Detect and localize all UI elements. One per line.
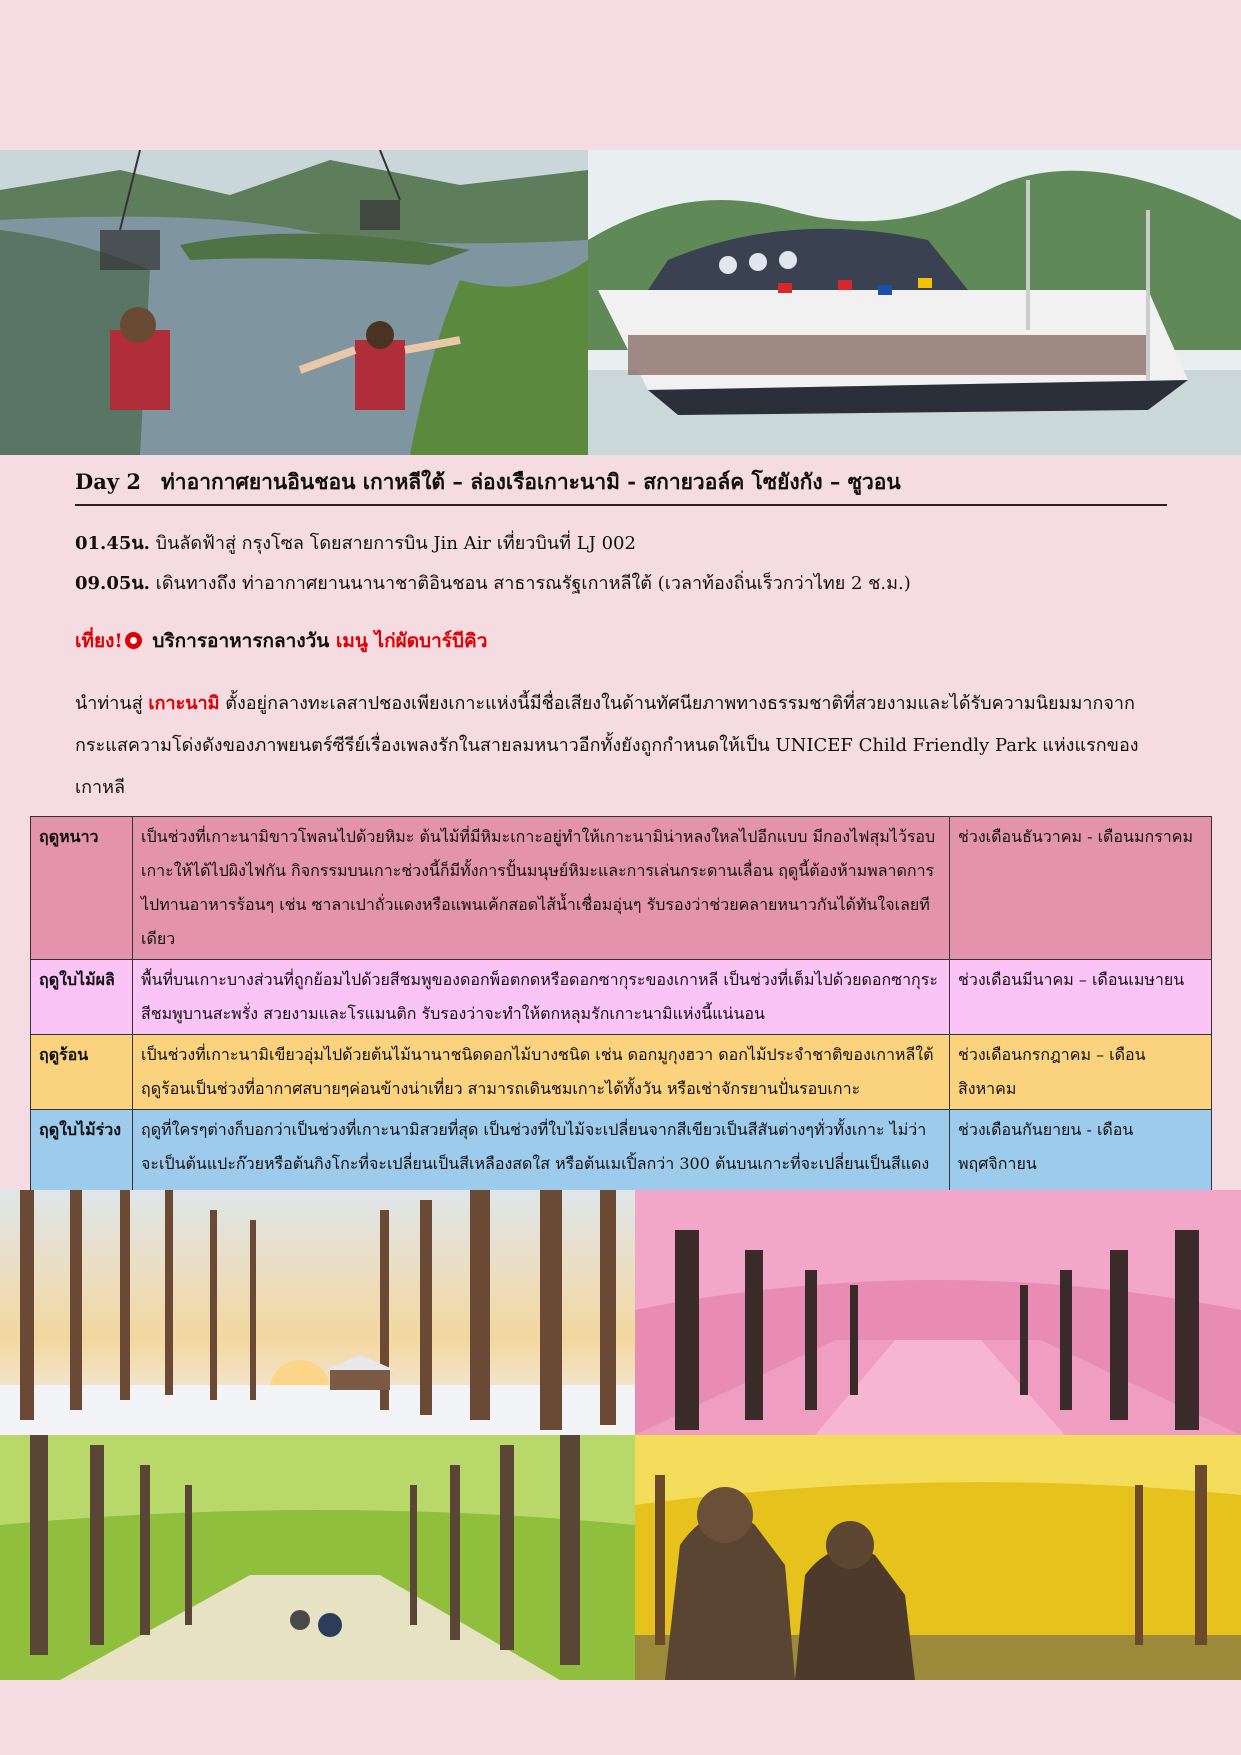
season-description: ฤดูที่ใครๆต่างก็บอกว่าเป็นช่วงที่เกาะนามิสวยที่สุด เป็นช่วงที่ใบไม้จะเปลี่ยนจากสีเขียวเป็นสีสันต่างๆทั่วทั้งเกาะ ไม่ว่าจะเป็นต้นแปะก๊วยหรือต้นกิงโกะที่จะเปลี่ยนเป็นสีเหลืองสดใส หรือต้นเมเปิ้ลกว่า 300 ต้นบนเกาะที่จะเปลี่ยนเป็นสีแดง bbox=[133, 1110, 950, 1219]
winter-trees-photo bbox=[0, 1190, 635, 1435]
season-period: ช่วงเดือนธันวาคม - เดือนมกราคม bbox=[950, 817, 1212, 960]
summer-trees-photo bbox=[0, 1435, 635, 1680]
schedule-item bbox=[75, 570, 911, 598]
season-period: ช่วงเดือนกันยายน - เดือนพฤศจิกายน bbox=[950, 1110, 1212, 1219]
autumn-statue-photo bbox=[635, 1435, 1241, 1680]
day-label: Day 2 bbox=[75, 469, 141, 494]
lunch-line bbox=[75, 626, 487, 656]
lunch-menu: เมนู ไก่ผัดบาร์บีคิว bbox=[335, 630, 488, 652]
day-title: ท่าอากาศยานอินชอน เกาหลีใต้ – ล่องเรือเกาะนามิ - สกายวอล์ค โซยังกัง – ซูวอน bbox=[160, 469, 901, 494]
season-description: พื้นที่บนเกาะบางส่วนที่ถูกย้อมไปด้วยสีชมพูของดอกพ็อตกดหรือดอกซากุระของเกาหลี เป็นช่วงที่เต็มไปด้วยดอกซากุระสีชมพูบานสะพรั่ง สวยงามและโรแมนติก รับรองว่าจะทำให้ตกหลุมรักเกาะนามิแห่งนี้แน่นอน bbox=[133, 960, 950, 1035]
day-heading bbox=[75, 462, 1167, 506]
schedule-text: บินลัดฟ้าสู่ กรุงโซล โดยสายการบิน Jin Air เที่ยวบินที่ LJ 002 bbox=[155, 533, 636, 554]
season-name: ฤดูใบไม้ร่วง bbox=[31, 1110, 133, 1219]
zipline-photo bbox=[0, 150, 588, 455]
schedule-time: 09.05น. bbox=[75, 573, 150, 594]
lunch-text: บริการอาหารกลางวัน bbox=[152, 630, 330, 652]
season-name: ฤดูหนาว bbox=[31, 817, 133, 960]
season-name: ฤดูใบไม้ผลิ bbox=[31, 960, 133, 1035]
intro-prefix: นำท่านสู่ bbox=[75, 693, 143, 714]
intro-highlight: เกาะนามิ bbox=[148, 693, 220, 714]
intro-text: ตั้งอยู่กลางทะเลสาปชองเพียงเกาะแห่งนี้มีชื่อเสียงในด้านทัศนียภาพทางธรรมชาติที่สวยงามและได้รับความนิยมมากจากกระแสความโด่งดังของภาพยนตร์ซีรีย์เรื่องเพลงรักในสายลมหนาวอีกทั้งยังถูกกำหนดให้เป็น UNICEF Child Friendly Park แห่งแรกของเกาหลี bbox=[75, 693, 1139, 798]
season-table bbox=[30, 816, 1212, 1219]
season-period: ช่วงเดือนมีนาคม – เดือนเมษายน bbox=[950, 960, 1212, 1035]
table-row bbox=[31, 960, 1212, 1035]
schedule-text: เดินทางถึง ท่าอากาศยานนานาชาติอินชอน สาธารณรัฐเกาหลีใต้ (เวลาท้องถิ่นเร็วกว่าไทย 2 ช.ม.) bbox=[155, 573, 911, 594]
lunch-label: เที่ยง! bbox=[75, 630, 123, 652]
schedule-item bbox=[75, 530, 636, 558]
season-period: ช่วงเดือนกรกฎาคม – เดือนสิงหาคม bbox=[950, 1035, 1212, 1110]
season-name: ฤดูร้อน bbox=[31, 1035, 133, 1110]
season-description: เป็นช่วงที่เกาะนามิขาวโพลนไปด้วยหิมะ ต้นไม้ที่มีหิมะเกาะอยู่ทำให้เกาะนามิน่าหลงใหลไปอีกแบบ มีกองไฟสุมไว้รอบเกาะให้ได้ไปผิงไฟกัน กิจกรรมบนเกาะช่วงนี้ก็มีทั้งการปั้นมนุษย์หิมะและการเล่นกระดานเลื่อน ฤดูนี้ต้องห้ามพลาดการไปทานอาหารร้อนๆ เช่น ซาลาเปาถั่วแดงหรือแพนเค้กสอดไส้น้ำเชื่อมอุ่นๆ รับรองว่าช่วยคลายหนาวกันได้ทันใจเลยทีเดียว bbox=[133, 817, 950, 960]
ferry-photo bbox=[588, 150, 1241, 455]
schedule-time: 01.45น. bbox=[75, 533, 150, 554]
meal-icon bbox=[125, 632, 142, 649]
season-description: เป็นช่วงที่เกาะนามิเขียวอุ่มไปด้วยต้นไม้นานาชนิดดอกไม้บางชนิด เช่น ดอกมูกุงฮวา ดอกไม้ประจำชาติของเกาหลีใต้ ฤดูร้อนเป็นช่วงที่อากาศสบายๆค่อนข้างน่าเที่ยว สามารถเดินชมเกาะได้ทั้งวัน หรือเช่าจักรยานปั่นรอบเกาะ bbox=[133, 1035, 950, 1110]
table-row bbox=[31, 817, 1212, 960]
table-row bbox=[31, 1035, 1212, 1110]
intro-paragraph bbox=[75, 683, 1175, 809]
cherry-blossom-photo bbox=[635, 1190, 1241, 1435]
